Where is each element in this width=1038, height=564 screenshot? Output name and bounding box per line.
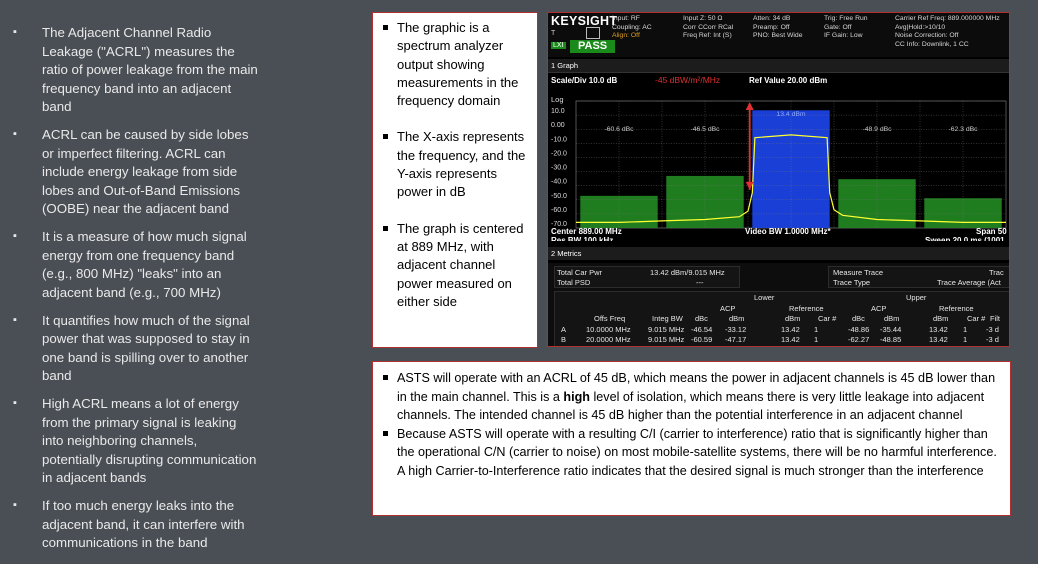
bullet-marker xyxy=(383,375,388,380)
asts-bullet-text-post: level of isolation, which means there is very little leakage into adjacent channels. The intended channel is 45 dB higher than the potential interference in an adjacent channel xyxy=(397,389,985,423)
center-freq-label: Center 889.00 MHz xyxy=(551,227,622,236)
table-cell: -3 d xyxy=(986,335,999,344)
info-line: Trig: Free Run xyxy=(824,15,868,22)
display-icon xyxy=(586,27,600,39)
description-box xyxy=(372,12,538,348)
info-line: Noise Correction: Off xyxy=(895,32,959,40)
bullet-marker: ▪ xyxy=(13,230,17,242)
column-header: dBm xyxy=(729,314,745,323)
left-bullet-item xyxy=(10,126,260,219)
left-bullet-item xyxy=(10,395,260,488)
left-bullet-item xyxy=(10,24,260,117)
res-bw-label: Res BW 100 kHz xyxy=(551,236,614,241)
bullet-marker xyxy=(383,431,388,436)
y-tick-label: -70.0 xyxy=(551,221,567,228)
column-header: dBc xyxy=(695,314,708,323)
table-cell: -60.59 xyxy=(691,335,713,344)
asts-bullet-text-pre: ASTS will operate with an ACRL of 45 dB, which means the power in adjacent channels is 45 dB lower than in the main channel. This is a xyxy=(397,371,996,404)
table-cell: -62.27 xyxy=(848,335,870,344)
table-cell: -3 d xyxy=(986,325,999,334)
spectrum-plot xyxy=(548,75,1010,241)
column-header: dBm xyxy=(785,314,801,323)
analyzer-status-bar xyxy=(548,13,1009,57)
channel-power-label: 13.4 dBm xyxy=(776,111,806,118)
bullet-marker: ▪ xyxy=(13,499,17,511)
total-car-pwr-value: 13.42 dBm/9.015 MHz xyxy=(650,268,725,277)
info-line: Corr CCorr RCal xyxy=(683,23,734,31)
trace-type-label: Trace Type xyxy=(833,278,871,287)
left-bullet-text: ACRL can be caused by side lobes or imperfect filtering. ACRL can include energy leakage from side lobes and Out-of-Band Emissions (OOBE) near the adjacent band xyxy=(42,127,249,216)
table-cell: 13.42 xyxy=(929,335,948,344)
y-tick-label: -40.0 xyxy=(551,178,567,186)
measure-trace-label: Measure Trace xyxy=(833,268,884,277)
row-id: B xyxy=(561,335,567,344)
info-line: Freq Ref: Int (S) xyxy=(683,32,732,40)
table-cell: 1 xyxy=(814,335,819,344)
column-header: Offs Freq xyxy=(594,314,626,323)
table-cell: -35.44 xyxy=(880,325,902,334)
channel-power-label: -60.6 dBc xyxy=(604,126,634,133)
left-bullet-text: The Adjacent Channel Radio Leakage ("ACRL") measures the ratio of power leakage from the main frequency band into an adjacent band xyxy=(42,25,258,114)
measure-trace-value: Trac xyxy=(989,268,1004,277)
y-tick-label: -10.0 xyxy=(551,136,567,144)
table-cell: -33.12 xyxy=(725,325,747,334)
total-psd-label: Total PSD xyxy=(557,278,591,287)
asts-bullet-list xyxy=(381,369,1000,481)
graph-tab[interactable]: 1 Graph xyxy=(548,59,1010,73)
y-tick-label: -30.0 xyxy=(551,164,567,172)
y-tick-label: -60.0 xyxy=(551,206,567,214)
table-cell: 13.42 xyxy=(929,325,948,334)
asts-bullet-item xyxy=(381,369,1000,425)
left-bullet-item xyxy=(10,497,260,553)
keysight-logo: KEYSIGHT xyxy=(551,14,618,28)
row-id: A xyxy=(561,325,567,334)
description-bullet-text: The graphic is a spectrum analyzer output showing measurements in the frequency domain xyxy=(397,20,519,109)
table-cell: 9.015 MHz xyxy=(648,325,685,334)
channel-power-label: -48.9 dBc xyxy=(862,126,892,133)
table-cell: -46.54 xyxy=(691,325,713,334)
info-line: IF Gain: Low xyxy=(824,32,863,40)
info-line: Gate: Off xyxy=(824,23,852,31)
description-bullet-item xyxy=(381,220,529,311)
info-column-atten xyxy=(753,15,802,41)
dbw-annotation: -45 dBW/m²/MHz xyxy=(655,75,721,85)
bullet-marker xyxy=(383,134,388,139)
spectrum-plot-svg xyxy=(548,75,1010,241)
asts-bullet-text-bold: high xyxy=(563,389,590,404)
sub-reference-header: Reference xyxy=(789,304,824,313)
log-label: Log xyxy=(551,95,564,104)
metrics-tab[interactable]: 2 Metrics xyxy=(548,247,1010,260)
description-bullet-text: The X-axis represents the frequency, and the Y-axis represents power in dB xyxy=(397,129,526,200)
span-label: Span 50 xyxy=(976,227,1007,236)
left-bullet-text: High ACRL means a lot of energy from the primary signal is leaking into neighboring channels, potentially disrupting communication in adjacent bands xyxy=(42,396,257,485)
channel-power-label: -46.5 dBc xyxy=(690,126,720,133)
info-column-carrier xyxy=(895,15,1000,49)
sub-acp-header: ACP xyxy=(871,304,887,313)
table-cell: 13.42 xyxy=(781,325,800,334)
table-cell: 1 xyxy=(814,325,819,334)
bullet-marker xyxy=(383,25,388,30)
info-line: Coupling: AC xyxy=(612,23,652,31)
lxi-badge: LXI xyxy=(553,42,564,49)
bullet-marker: ▪ xyxy=(13,128,17,140)
video-bw-label: Video BW 1.0000 MHz* xyxy=(745,227,831,236)
description-bullet-text: The graph is centered at 889 MHz, with adjacent channel power measured on either side xyxy=(397,220,524,309)
bullet-marker xyxy=(383,226,388,231)
table-cell: -48.85 xyxy=(880,335,902,344)
scale-div-label: Scale/Div 10.0 dB xyxy=(551,76,618,85)
table-cell: 9.015 MHz xyxy=(648,335,685,344)
column-header: dBc xyxy=(852,314,865,323)
info-line: Align: Off xyxy=(612,32,640,40)
sub-acp-header: ACP xyxy=(720,304,736,313)
bullet-marker: ▪ xyxy=(13,397,17,409)
info-line: PNO: Best Wide xyxy=(753,32,803,40)
channel-power-label: -62.3 dBc xyxy=(948,126,978,133)
left-bullet-text: It quantifies how much of the signal power that was supposed to stay in one band is spilling over to another band xyxy=(42,312,250,383)
left-bullet-item xyxy=(10,312,260,386)
sweep-label: Sweep 20.0 ms (1001 xyxy=(925,236,1005,241)
pass-badge: PASS xyxy=(570,40,615,53)
column-header: dBm xyxy=(884,314,900,323)
info-line: Carrier Ref Freq: 889.000000 MHz xyxy=(895,15,1000,22)
bullet-marker: ▪ xyxy=(13,313,17,326)
acp-metrics-table xyxy=(548,263,1009,347)
description-bullet-item xyxy=(381,19,529,110)
table-cell: 13.42 xyxy=(781,335,800,344)
left-bullet-text: It is a measure of how much signal energy from one frequency band (e.g., 800 MHz) "leaks" into an adjacent band (e.g., 700 MHz) xyxy=(42,229,247,300)
table-cell: -48.86 xyxy=(848,325,870,334)
info-column-impedance xyxy=(683,15,733,41)
table-cell: 1 xyxy=(963,325,968,334)
asts-explanation-box xyxy=(372,361,1011,516)
left-bullet-list xyxy=(10,24,260,562)
info-line: Preamp: Off xyxy=(753,23,790,31)
asts-bullet-text-pre: Because ASTS will operate with a resulting C/I (carrier to interference) ratio that is significantly higher than the operational C/N (carrier to noise) on most mobile-satellite systems, there will be no harmful interference. A high Carrier-to-Interference ratio indicates that the desired signal is much stronger than the interference xyxy=(397,426,997,478)
trace-type-value: Trace Average (Act xyxy=(937,278,1001,287)
group-upper-header: Upper xyxy=(906,293,927,302)
column-header: Car # xyxy=(967,314,986,323)
group-lower-header: Lower xyxy=(754,293,775,302)
table-cell: 1 xyxy=(963,335,968,344)
info-column-input xyxy=(612,15,652,41)
y-tick-label: -50.0 xyxy=(551,192,567,200)
info-column-trigger xyxy=(824,15,868,41)
asts-bullet-item xyxy=(381,425,1000,481)
ref-value-label: Ref Value 20.00 dBm xyxy=(749,76,828,85)
column-header: Integ BW xyxy=(652,314,683,323)
description-bullet-list xyxy=(381,19,529,311)
bullet-marker: ▪ xyxy=(13,26,17,38)
y-tick-label: 0.00 xyxy=(551,122,565,130)
description-bullet-item xyxy=(381,128,529,201)
info-line: CC Info: Downlink, 1 CC xyxy=(895,40,969,48)
column-header: dBm xyxy=(933,314,949,323)
table-cell: -47.17 xyxy=(725,335,747,344)
y-tick-label: -20.0 xyxy=(551,150,567,158)
info-line: Avg|Hold:>10/10 xyxy=(895,23,946,31)
total-car-pwr-label: Total Car Pwr xyxy=(557,268,603,277)
mode-indicator: T xyxy=(551,30,556,37)
table-cell: 20.0000 MHz xyxy=(586,335,631,344)
column-header: Filt xyxy=(990,314,1000,323)
info-line: Input: RF xyxy=(612,15,640,22)
total-psd-value: --- xyxy=(696,278,704,287)
spectrum-analyzer-screenshot xyxy=(547,12,1010,347)
left-bullet-text: If too much energy leaks into the adjacent band, it can interfere with communications in the band xyxy=(42,498,245,550)
info-line: Atten: 34 dB xyxy=(753,15,791,22)
info-line: Input Z: 50 Ω xyxy=(683,15,723,22)
y-tick-label: 10.0 xyxy=(551,108,565,116)
column-header: Car # xyxy=(818,314,837,323)
sub-reference-header: Reference xyxy=(939,304,974,313)
table-cell: 10.0000 MHz xyxy=(586,325,631,334)
left-bullet-item xyxy=(10,228,260,302)
